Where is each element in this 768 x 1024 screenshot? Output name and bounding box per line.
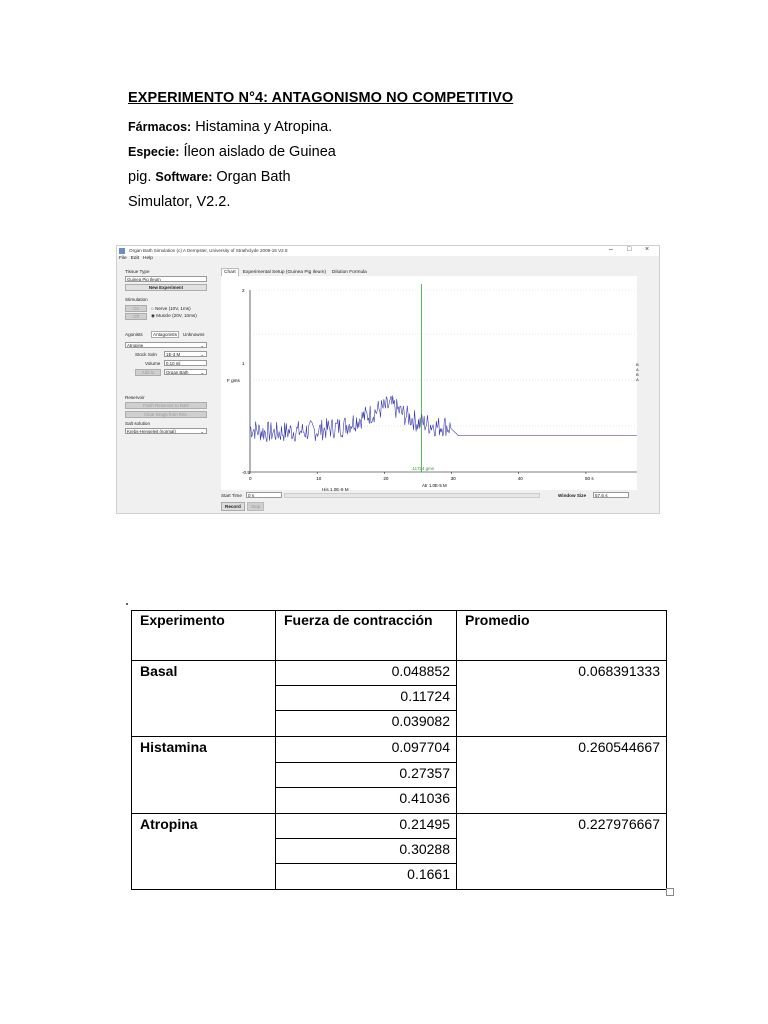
stim-off-button[interactable]: Off — [125, 313, 147, 320]
especie-label: Especie: — [128, 145, 180, 159]
window-size-input[interactable]: 57.6 s — [593, 492, 629, 498]
left-control-panel — [120, 266, 210, 506]
tab-chart[interactable]: Chart — [221, 268, 239, 276]
y-tick-label: -0.5 — [242, 470, 250, 475]
especie-line — [128, 144, 336, 160]
salt-select[interactable]: Krebs-Henseleit (normal) ⌄ — [125, 428, 207, 434]
tissue-field[interactable]: Guinea Pig Ileum — [125, 276, 207, 282]
side-markers — [636, 362, 639, 382]
start-time-label: Start Time — [221, 493, 242, 498]
side-marker-3[interactable]: B — [636, 372, 639, 377]
farmacos-line — [128, 119, 332, 135]
software-label: Software: — [155, 170, 213, 184]
y-tick-label: 2 — [242, 288, 245, 293]
chevron-down-icon: ⌄ — [200, 370, 204, 375]
atropine-annotation: Atr 1.0E-5 M — [422, 483, 447, 488]
record-marker-icon: ◙ — [223, 370, 227, 376]
bath-select[interactable]: Organ Bath ⌄ — [164, 369, 207, 375]
group-histamina: Histamina — [132, 737, 276, 814]
farmacos-label: Fármacos: — [128, 120, 192, 134]
radio-muscle[interactable]: ◉ Muscle (20V, 10ms) — [151, 313, 197, 318]
value-cell: 0.21495 — [276, 814, 457, 839]
stock-label: Stock Soln — [135, 352, 157, 357]
header-experimento: Experimento — [132, 611, 276, 661]
chevron-down-icon: ⌄ — [200, 343, 204, 348]
add-to-button[interactable]: Add to — [135, 369, 161, 376]
salt-solution-label: Salt solution — [125, 421, 151, 426]
menu-help[interactable]: Help — [143, 256, 153, 261]
stop-button[interactable]: Stop — [247, 502, 264, 511]
table-row — [132, 814, 667, 839]
value-cell: 0.11724 — [276, 686, 457, 711]
especie-value: Íleon aislado de Guinea — [183, 144, 336, 160]
stock-select[interactable]: 1E-3 M ⌄ — [164, 351, 207, 357]
stimulation-label: Stimulation — [125, 297, 148, 302]
tab-agonists[interactable]: Agonists — [125, 332, 143, 337]
side-marker-2[interactable]: A — [636, 367, 639, 372]
close-icon[interactable]: × — [645, 246, 650, 253]
force-chart — [221, 276, 637, 490]
value-cell: 0.039082 — [276, 711, 457, 737]
table-row — [132, 737, 667, 763]
radio-nerve[interactable]: ○ Nerve (10V, 1ms) — [151, 306, 191, 311]
record-button[interactable]: Record — [221, 502, 245, 511]
volume-input[interactable]: 0.10 ml — [164, 360, 207, 366]
tab-unknowns[interactable]: Unknowns — [183, 332, 205, 337]
pig-text: pig. — [128, 169, 152, 185]
window-titlebar — [117, 246, 659, 256]
x-tick-label: 50 s — [584, 476, 594, 481]
window-size-label: Window Size — [558, 493, 587, 498]
menu-bar — [119, 256, 157, 261]
force-trace — [250, 396, 637, 442]
time-scrollbar[interactable] — [284, 493, 540, 498]
software-line — [128, 169, 291, 185]
x-tick-label: 20 — [383, 476, 389, 481]
chevron-down-icon: ⌄ — [200, 352, 204, 357]
header-promedio: Promedio — [457, 611, 667, 661]
table-header-row — [132, 611, 667, 661]
stim-on-button[interactable]: On — [125, 305, 147, 312]
mean-cell: 0.068391333 — [457, 661, 667, 737]
table-resize-handle[interactable] — [666, 888, 674, 896]
document-title: EXPERIMENTO N°4: ANTAGONISMO NO COMPETITIVO — [128, 90, 514, 106]
tab-dilution-formula[interactable]: Dilution Formula — [331, 270, 367, 275]
minimize-icon[interactable]: – — [609, 246, 613, 253]
start-time-input[interactable]: 0 s — [246, 492, 282, 498]
chevron-down-icon: ⌄ — [200, 429, 204, 434]
value-cell: 0.27357 — [276, 763, 457, 788]
drug-select[interactable]: Atropine ⌄ — [125, 342, 207, 348]
group-basal: Basal — [132, 661, 276, 737]
value-cell: 0.41036 — [276, 788, 457, 814]
header-fuerza: Fuerza de contracción — [276, 611, 457, 661]
value-cell: 0.097704 — [276, 737, 457, 763]
menu-file[interactable]: File — [119, 256, 127, 261]
app-icon — [119, 248, 125, 254]
new-experiment-button[interactable]: New Experiment — [125, 284, 207, 291]
flush-reservoir-button[interactable]: Flush Reservoir to Bath — [125, 402, 207, 409]
simulator-screenshot — [116, 245, 660, 514]
tissue-type-label: Tissue Type — [125, 269, 150, 274]
y-tick-label: 1 — [242, 360, 245, 366]
menu-edit[interactable]: Edit — [130, 256, 140, 261]
side-marker-4[interactable]: A — [636, 377, 639, 382]
chart-tabs — [221, 268, 371, 276]
group-atropina: Atropina — [132, 814, 276, 890]
software-value: Organ Bath — [216, 169, 291, 185]
marker-value-label: .11724 gms — [411, 466, 434, 471]
histamine-annotation: His 1.0E-9 M — [322, 487, 349, 492]
y-axis-label: F gms — [227, 378, 240, 383]
window-title: Organ Bath Simulation (c) A Dempster, University of Strathclyde 2009-16 V2.8 — [129, 248, 288, 253]
x-tick-label: 10 — [316, 476, 322, 481]
x-tick-label: 0 — [249, 476, 252, 481]
tab-experimental-setup[interactable]: Experimental Setup (Guinea Pig Ileum) — [242, 270, 326, 275]
mean-cell: 0.227976667 — [457, 814, 667, 890]
value-cell: 0.30288 — [276, 839, 457, 864]
value-cell: 0.1661 — [276, 864, 457, 890]
clear-drugs-button[interactable]: Clear Drugs from Res. — [125, 411, 207, 418]
side-marker-1[interactable]: B — [636, 362, 639, 367]
table-anchor-mark — [126, 603, 128, 605]
maximize-icon[interactable]: □ — [627, 246, 632, 253]
results-table — [131, 610, 667, 890]
volume-label: Volume — [145, 361, 161, 366]
simulator-version-line: Simulator, V2.2. — [128, 194, 231, 210]
reservoir-label: Reservoir — [125, 395, 145, 400]
tab-antagonists[interactable]: Antagonists — [153, 332, 178, 337]
farmacos-value: Histamina y Atropina. — [195, 119, 333, 135]
x-tick-label: 30 — [450, 476, 456, 481]
mean-cell: 0.260544667 — [457, 737, 667, 814]
x-tick-label: 40 — [517, 476, 523, 481]
table-row — [132, 661, 667, 686]
chart-area — [221, 268, 657, 508]
value-cell: 0.048852 — [276, 661, 457, 686]
